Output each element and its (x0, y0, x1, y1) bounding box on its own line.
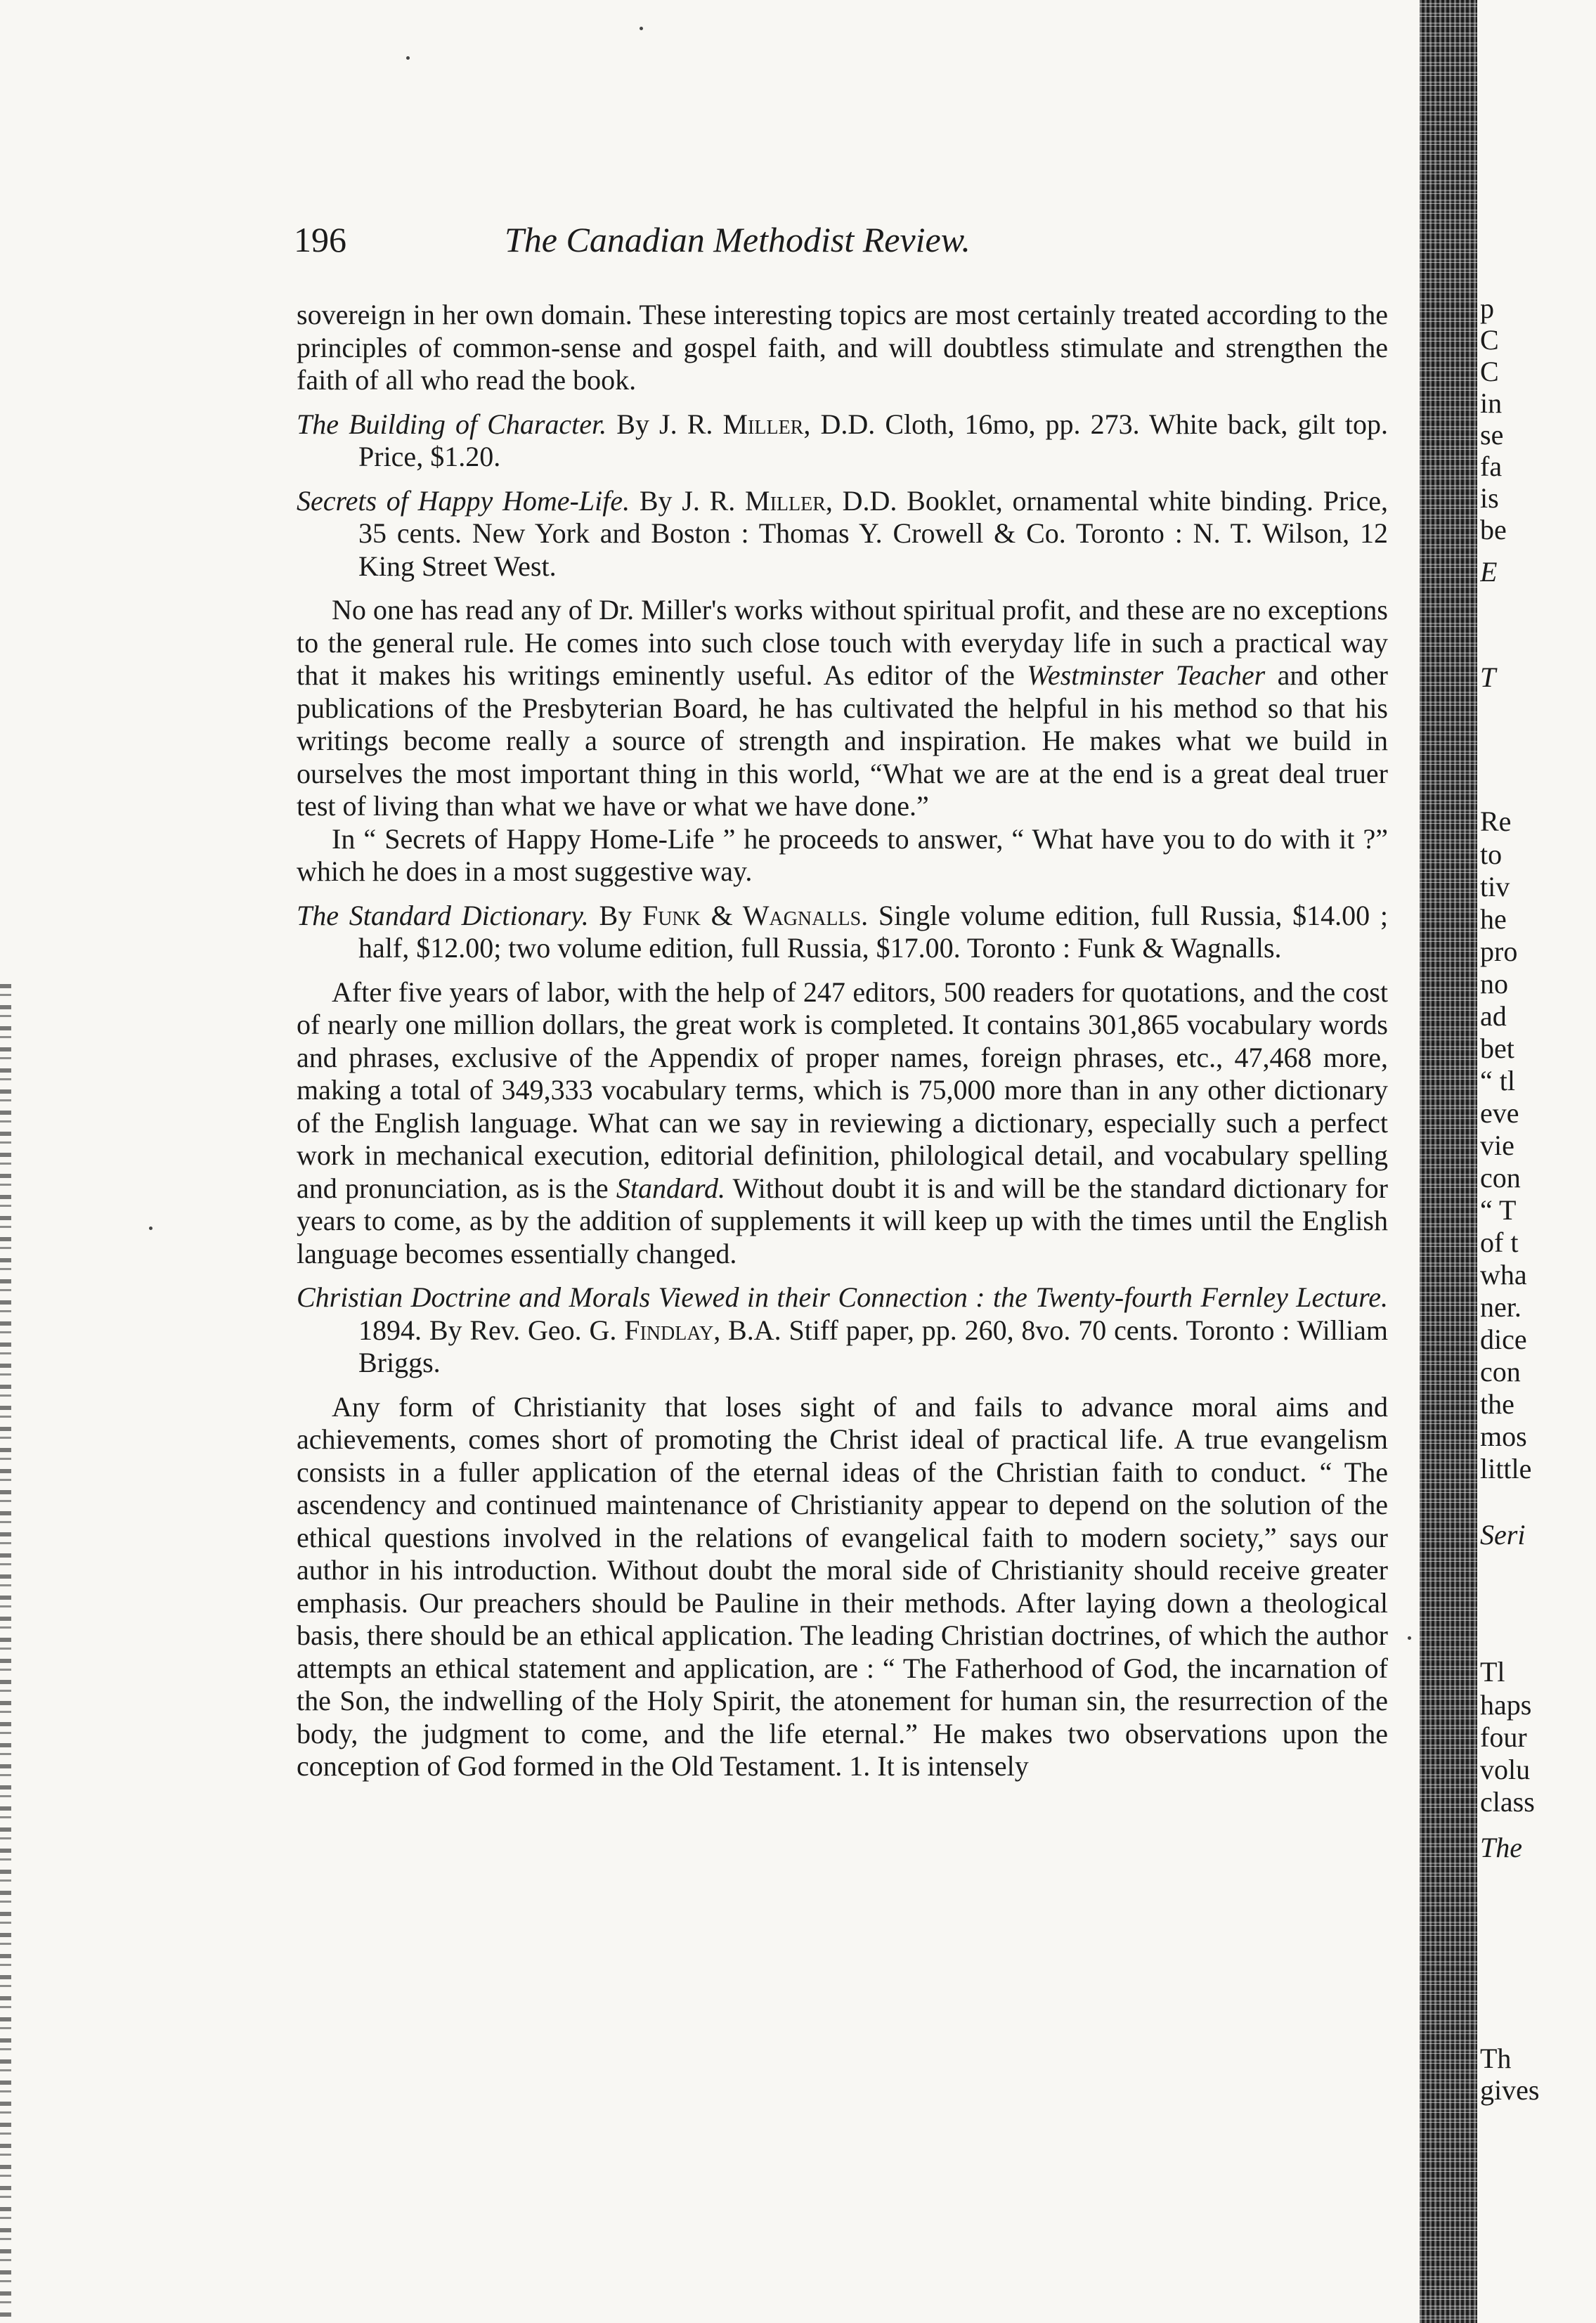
review-paragraph: After five years of labor, with the help of 247 editors, 500 readers for quotations, and the cost of nearly one million dollars, the great work is completed. It contains 301,865 vocabulary words and phrases, exclusive of the Appendix of proper names, foreign phrases, etc., 47,468 more, making a total of 349,333 vocabulary terms, which is 75,000 more than in any other dictionary of the English language. What can we say in reviewing a dictionary, especially such a perfect work in mechanical execution, editorial definition, philological detail, and vocabulary spelling and pronunciation, as is the Standard. Without doubt it is and will be the standard dictionary for years to come, as by the addition of supplements it will keep up with the times until the English language becomes essentially changed. (297, 976, 1388, 1269)
adjacent-page-text: ad (1480, 1000, 1507, 1032)
text-column (297, 299, 1388, 1783)
inline-title: Westminster Teacher (1027, 659, 1266, 691)
book-author: Findlay (624, 1314, 714, 1346)
adjacent-page-text: fa (1480, 451, 1503, 482)
adjacent-page-text: gives (1480, 2074, 1540, 2106)
adjacent-page-text: vie (1480, 1130, 1514, 1161)
journal-title: The Canadian Methodist Review. (505, 220, 971, 259)
adjacent-page-text: class (1480, 1786, 1535, 1818)
book-author: Miller (745, 484, 826, 517)
adjacent-page-text: bet (1480, 1033, 1514, 1064)
adjacent-page-text: to (1480, 839, 1503, 870)
scan-speck (149, 1227, 153, 1230)
page-number: 196 (294, 220, 346, 259)
adjacent-page-text: Seri (1480, 1519, 1526, 1551)
adjacent-page-text: wha (1480, 1259, 1527, 1290)
paragraph-continued: sovereign in her own domain. These interesting topics are most certainly treated according to the principles of common-sense and gospel faith, and will doubtless stimulate and strengthen the faith of all who read the book. (297, 299, 1388, 396)
adjacent-page-text: dice (1480, 1324, 1527, 1355)
book-entry-building-of-character (297, 408, 1388, 474)
adjacent-page-text: con (1480, 1356, 1521, 1387)
adjacent-page-text: pro (1480, 936, 1518, 967)
book-details: 1894. By Rev. Geo. G. (358, 1314, 625, 1346)
adjacent-page-text: eve (1480, 1097, 1519, 1129)
adjacent-page-text: Tl (1480, 1656, 1505, 1688)
running-head (294, 211, 1390, 267)
adjacent-page-text: mos (1480, 1421, 1527, 1452)
adjacent-page-text: C (1480, 324, 1499, 356)
adjacent-page-text: ner. (1480, 1291, 1522, 1323)
adjacent-page-text: Th (1480, 2043, 1512, 2074)
adjacent-page-text: he (1480, 903, 1507, 935)
adjacent-page-fragment (1480, 0, 1596, 2323)
book-title: The Standard Dictionary. (297, 899, 589, 931)
book-entry-secrets-of-happy-home-life (297, 485, 1388, 583)
adjacent-page-text: of t (1480, 1227, 1519, 1258)
book-title: Secrets of Happy Home-Life. (297, 484, 630, 517)
adjacent-page-text: little (1480, 1453, 1532, 1484)
scan-speck (640, 27, 643, 30)
scan-speck (1408, 1636, 1411, 1640)
adjacent-page-text: volu (1480, 1754, 1531, 1785)
adjacent-page-text: four (1480, 1721, 1527, 1753)
adjacent-page-text: “ T (1480, 1194, 1517, 1226)
book-details: . Single volume edition, full Russia, $14.00 ; half, $12.00; two volume edition, full Russia, $17.00. Toronto : Funk & Wagnalls. (358, 899, 1388, 964)
adjacent-page-text: haps (1480, 1689, 1532, 1721)
adjacent-page-text: C (1480, 356, 1499, 387)
adjacent-page-text: E (1480, 556, 1498, 588)
adjacent-page-text: no (1480, 968, 1508, 999)
book-title: The Building of Character. (297, 408, 607, 440)
adjacent-page-text: Re (1480, 805, 1512, 837)
adjacent-page-text: p (1480, 292, 1494, 324)
scan-edge-artifact (0, 984, 11, 2319)
book-gutter (1420, 0, 1477, 2323)
book-entry-standard-dictionary (297, 900, 1388, 965)
adjacent-page-text: The (1480, 1832, 1522, 1863)
book-details: , D.D. Cloth, 16mo, pp. 273. White back, gilt top. Price, $1.20. (358, 408, 1388, 472)
book-details: By J. R. (606, 408, 723, 440)
adjacent-page-text: tiv (1480, 871, 1510, 902)
book-author: Funk & Wagnalls (642, 899, 862, 931)
book-details: , D.D. Booklet, ornamental white binding. Price, 35 cents. New York and Boston : Thomas Y. Crowell & Co. Toronto : N. T. Wilson, 12 King Street West. (358, 484, 1388, 582)
book-details: , B.A. Stiff paper, pp. 260, 8vo. 70 cents. Toronto : William Briggs. (358, 1314, 1388, 1378)
book-details: By J. R. (630, 484, 745, 517)
book-entry-christian-doctrine-and-morals (297, 1281, 1388, 1380)
adjacent-page-text: is (1480, 482, 1499, 514)
inline-title: Standard. (616, 1172, 726, 1204)
adjacent-page-text: “ tl (1480, 1065, 1515, 1096)
book-title: Christian Doctrine and Morals Viewed in their Connection : the Twenty-fourth Fernley Lecture. (297, 1281, 1388, 1313)
adjacent-page-text: se (1480, 419, 1504, 451)
adjacent-page-text: con (1480, 1162, 1521, 1193)
adjacent-page-text: in (1480, 387, 1503, 419)
adjacent-page-text: T (1480, 661, 1496, 693)
review-paragraph: Any form of Christianity that loses sight of and fails to advance moral aims and achievements, comes short of promoting the Christ ideal of practical life. A true evangelism consists in a fuller application of the eternal ideas of the Christian faith to conduct. “ The ascendency and continued maintenance of Christianity appear to depend on the solution of the ethical questions involved in the relations of evangelical faith to modern society,” says our author in his introduction. Without doubt the moral side of Christianity should receive greater emphasis. Our preachers should be Pauline in their methods. After laying down a theological basis, there should be an ethical application. The leading Christian doctrines, of which the author attempts an ethical statement and application, are : “ The Fatherhood of God, the incarnation of the Son, the indwelling of the Holy Spirit, the atonement for human sin, the resurrection of the body, the judgment to come, and the life eternal.” He makes two observations upon the conception of God formed in the Old Testament. 1. It is intensely (297, 1390, 1388, 1782)
adjacent-page-text: be (1480, 514, 1507, 545)
scan-speck (406, 56, 410, 60)
review-paragraph: No one has read any of Dr. Miller's works without spiritual profit, and these are no exceptions to the general rule. He comes into such close touch with everyday life in such a practical way that it makes his writings eminently useful. As editor of the Westminster Teacher and other publications of the Presbyterian Board, he has cultivated the helpful in his method so that his writings become really a source of strength and inspiration. He makes what we build in ourselves the most important thing in this world, “What we are at the end is a great deal truer test of living than what we have or what we have done.” (297, 594, 1389, 822)
adjacent-page-text: the (1480, 1388, 1514, 1420)
review-paragraph: In “ Secrets of Happy Home-Life ” he proceeds to answer, “ What have you to do with it ?” which he does in a most suggestive way. (297, 822, 1388, 887)
book-details: By (588, 899, 642, 931)
book-author: Miller (722, 408, 804, 440)
